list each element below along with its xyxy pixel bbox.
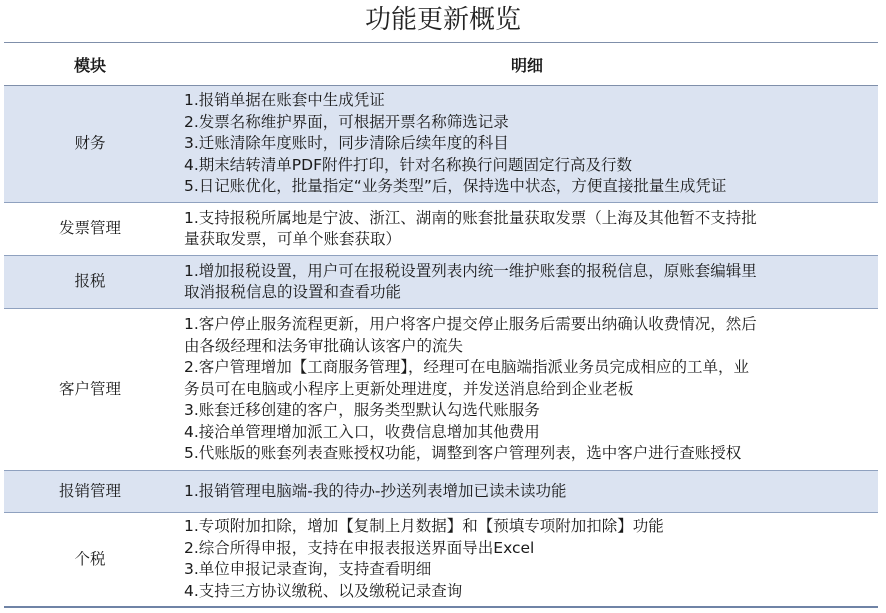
detail-line: 1.客户停止服务流程更新，用户将客户提交停止服务后需要出纳确认收费情况，然后 xyxy=(184,315,757,334)
module-cell: 报税 xyxy=(4,256,176,309)
table-header-row xyxy=(4,43,878,86)
detail-line: 量获取发票，可单个账套获取） xyxy=(184,230,402,248)
table-row xyxy=(4,513,878,607)
table-row xyxy=(4,203,878,256)
column-header-detail: 明细 xyxy=(176,43,878,86)
detail-line: 4.期末结转清单PDF附件打印，针对名称换行问题固定行高及行数 xyxy=(184,155,632,174)
table-row xyxy=(4,309,878,471)
table-row xyxy=(4,86,878,203)
detail-line: 1.支持报税所属地是宁波、浙江、湖南的账套批量获取发票（上海及其他暂不支持批 xyxy=(184,208,757,227)
page-title: 功能更新概览 xyxy=(364,5,521,35)
module-cell: 发票管理 xyxy=(4,203,176,256)
detail-line: 4.接洽单管理增加派工入口，收费信息增加其他费用 xyxy=(184,422,540,441)
detail-line: 3.单位申报记录查询，支持查看明细 xyxy=(184,560,432,579)
detail-line: 3.迁账清除年度账时，同步清除后续年度的科目 xyxy=(184,134,509,153)
feature-summary-table xyxy=(4,42,878,608)
detail-line: 4.支持三方协议缴税、以及缴税记录查询 xyxy=(184,581,463,600)
detail-line: 3.账套迁移创建的客户，服务类型默认勾选代账服务 xyxy=(184,401,540,420)
detail-cell xyxy=(176,256,878,309)
detail-line: 1.报销管理电脑端-我的待办-抄送列表增加已读未读功能 xyxy=(184,481,567,500)
detail-cell xyxy=(176,471,878,513)
detail-line: 5.日记账优化，批量指定“业务类型”后，保持选中状态，方便直接批量生成凭证 xyxy=(184,177,727,196)
detail-line: 2.发票名称维护界面，可根据开票名称筛选记录 xyxy=(184,112,509,131)
module-cell: 财务 xyxy=(4,86,176,203)
column-header-module: 模块 xyxy=(4,43,176,86)
detail-line: 1.报销单据在账套中生成凭证 xyxy=(184,91,385,110)
table-row xyxy=(4,256,878,309)
detail-line: 2.客户管理增加【工商服务管理】，经理可在电脑端指派业务员完成相应的工单，业 xyxy=(184,358,750,377)
detail-line: 由各级经理和法务审批确认该客户的流失 xyxy=(184,336,464,355)
module-cell: 个税 xyxy=(4,513,176,607)
detail-line: 取消报税信息的设置和查看功能 xyxy=(184,283,402,301)
detail-line: 务员可在电脑或小程序上更新处理进度，并发送消息给到企业老板 xyxy=(184,379,634,398)
table-row xyxy=(4,471,878,513)
module-cell: 客户管理 xyxy=(4,309,176,471)
module-cell: 报销管理 xyxy=(4,471,176,513)
detail-line: 1.增加报税设置，用户可在报税设置列表内统一维护账套的报税信息，原账套编辑里 xyxy=(184,261,757,280)
detail-line: 1.专项附加扣除，增加【复制上月数据】和【预填专项附加扣除】功能 xyxy=(184,517,664,536)
detail-cell xyxy=(176,203,878,256)
detail-cell xyxy=(176,309,878,471)
detail-cell xyxy=(176,513,878,607)
detail-line: 5.代账版的账套列表查账授权功能，调整到客户管理列表，选中客户进行查账授权 xyxy=(184,444,742,463)
detail-line: 2.综合所得申报，支持在申报表报送界面导出Excel xyxy=(184,538,535,557)
detail-cell xyxy=(176,86,878,203)
